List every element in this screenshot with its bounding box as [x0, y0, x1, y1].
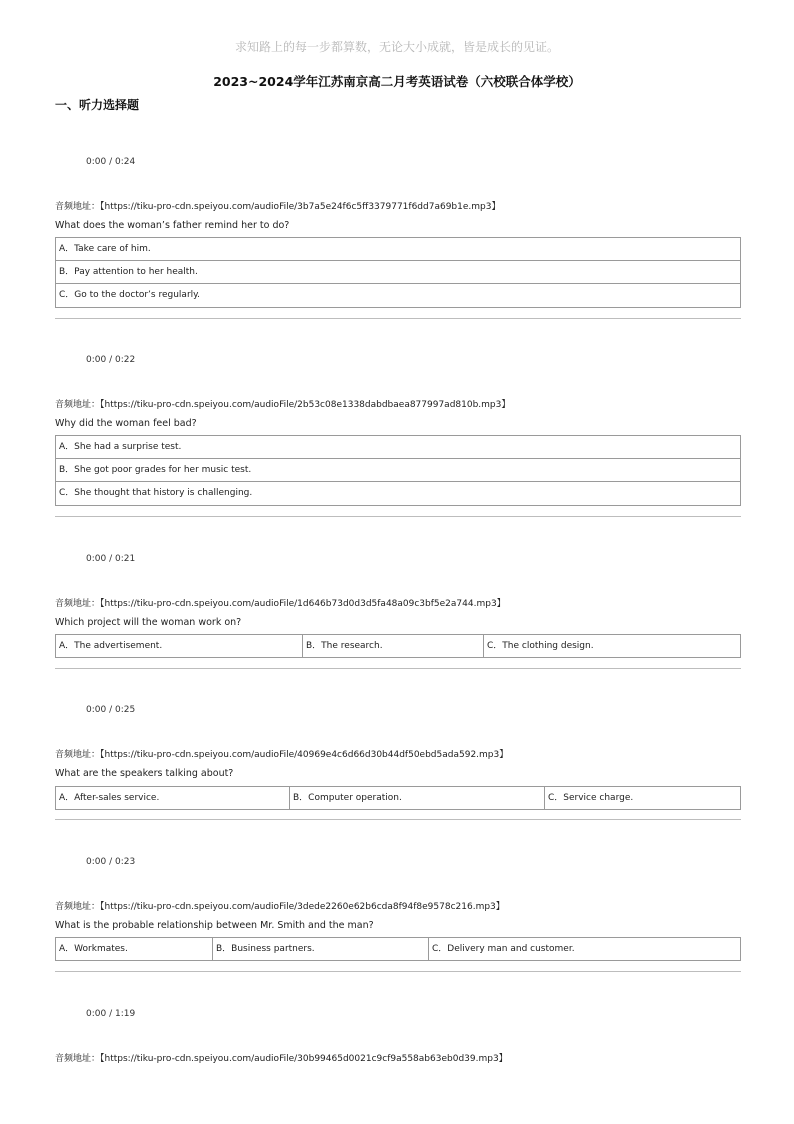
audio-player-time[interactable]: 0:00 / 0:25 — [86, 705, 136, 715]
option-a[interactable]: A．She had a surprise test. — [56, 436, 740, 459]
option-a[interactable]: A．The advertisement. — [56, 635, 303, 657]
divider — [55, 516, 741, 517]
option-b[interactable]: B．She got poor grades for her music test. — [56, 459, 740, 482]
question-stem: What does the woman’s father remind her to do? — [55, 220, 290, 231]
option-c[interactable]: C．She thought that history is challenging. — [59, 488, 253, 498]
divider — [55, 318, 741, 319]
options-table — [55, 435, 741, 506]
audio-url: 音频地址：【https://tiku-pro-cdn.speiyou.com/audioFile/40969e4c6d66d30b44df50ebd5ada592.mp3】 — [55, 750, 509, 760]
option-b[interactable]: B．Business partners. — [213, 938, 429, 960]
option-b[interactable]: B．Pay attention to her health. — [56, 261, 740, 284]
audio-url: 音频地址：【https://tiku-pro-cdn.speiyou.com/audioFile/3b7a5e24f6c5ff3379771f6dd7a69b1e.mp3】 — [55, 202, 501, 212]
question-stem: What is the probable relationship between Mr. Smith and the man? — [55, 920, 374, 931]
options-table — [55, 786, 741, 810]
option-c[interactable]: C．Go to the doctor’s regularly. — [59, 290, 201, 300]
option-c[interactable]: C．The clothing design. — [487, 641, 594, 651]
audio-player-time[interactable]: 0:00 / 0:23 — [86, 857, 136, 867]
options-table — [55, 237, 741, 308]
section-title: 一、听力选择题 — [55, 98, 140, 112]
options-table — [55, 634, 741, 658]
divider — [55, 819, 741, 820]
audio-player-time[interactable]: 0:00 / 0:21 — [86, 554, 136, 564]
option-c[interactable]: C．Service charge. — [548, 793, 634, 803]
option-b[interactable]: B．The research. — [303, 635, 484, 657]
divider — [55, 668, 741, 669]
divider — [55, 971, 741, 972]
motto: 求知路上的每一步都算数，无论大小成就，皆是成长的见证。 — [234, 40, 559, 54]
question-stem: What are the speakers talking about? — [55, 768, 234, 779]
options-table — [55, 937, 741, 961]
question-stem: Which project will the woman work on? — [55, 617, 242, 628]
audio-player-time[interactable]: 0:00 / 0:24 — [86, 157, 136, 167]
option-a[interactable]: A．Workmates. — [56, 938, 213, 960]
audio-url: 音频地址：【https://tiku-pro-cdn.speiyou.com/audioFile/2b53c08e1338dabdbaea877997ad810b.mp3】 — [55, 400, 511, 410]
audio-url: 音频地址：【https://tiku-pro-cdn.speiyou.com/audioFile/3dede2260e62b6cda8f94f8e9578c216.mp3】 — [55, 902, 505, 912]
option-a[interactable]: A．After-sales service. — [56, 787, 290, 809]
audio-url: 音频地址：【https://tiku-pro-cdn.speiyou.com/audioFile/1d646b73d0d3d5fa48a09c3bf5e2a744.mp3】 — [55, 599, 506, 609]
audio-player-time[interactable]: 0:00 / 0:22 — [86, 355, 136, 365]
audio-player-time[interactable]: 0:00 / 1:19 — [86, 1009, 136, 1019]
question-stem: Why did the woman feel bad? — [55, 418, 197, 429]
page-title: 2023~2024学年江苏南京高二月考英语试卷（六校联合体学校） — [213, 74, 581, 89]
option-a[interactable]: A．Take care of him. — [56, 238, 740, 261]
option-b[interactable]: B．Computer operation. — [290, 787, 545, 809]
audio-url: 音频地址：【https://tiku-pro-cdn.speiyou.com/audioFile/30b99465d0021c9cf9a558ab63eb0d39.mp3】 — [55, 1054, 508, 1064]
option-c[interactable]: C．Delivery man and customer. — [432, 944, 575, 954]
